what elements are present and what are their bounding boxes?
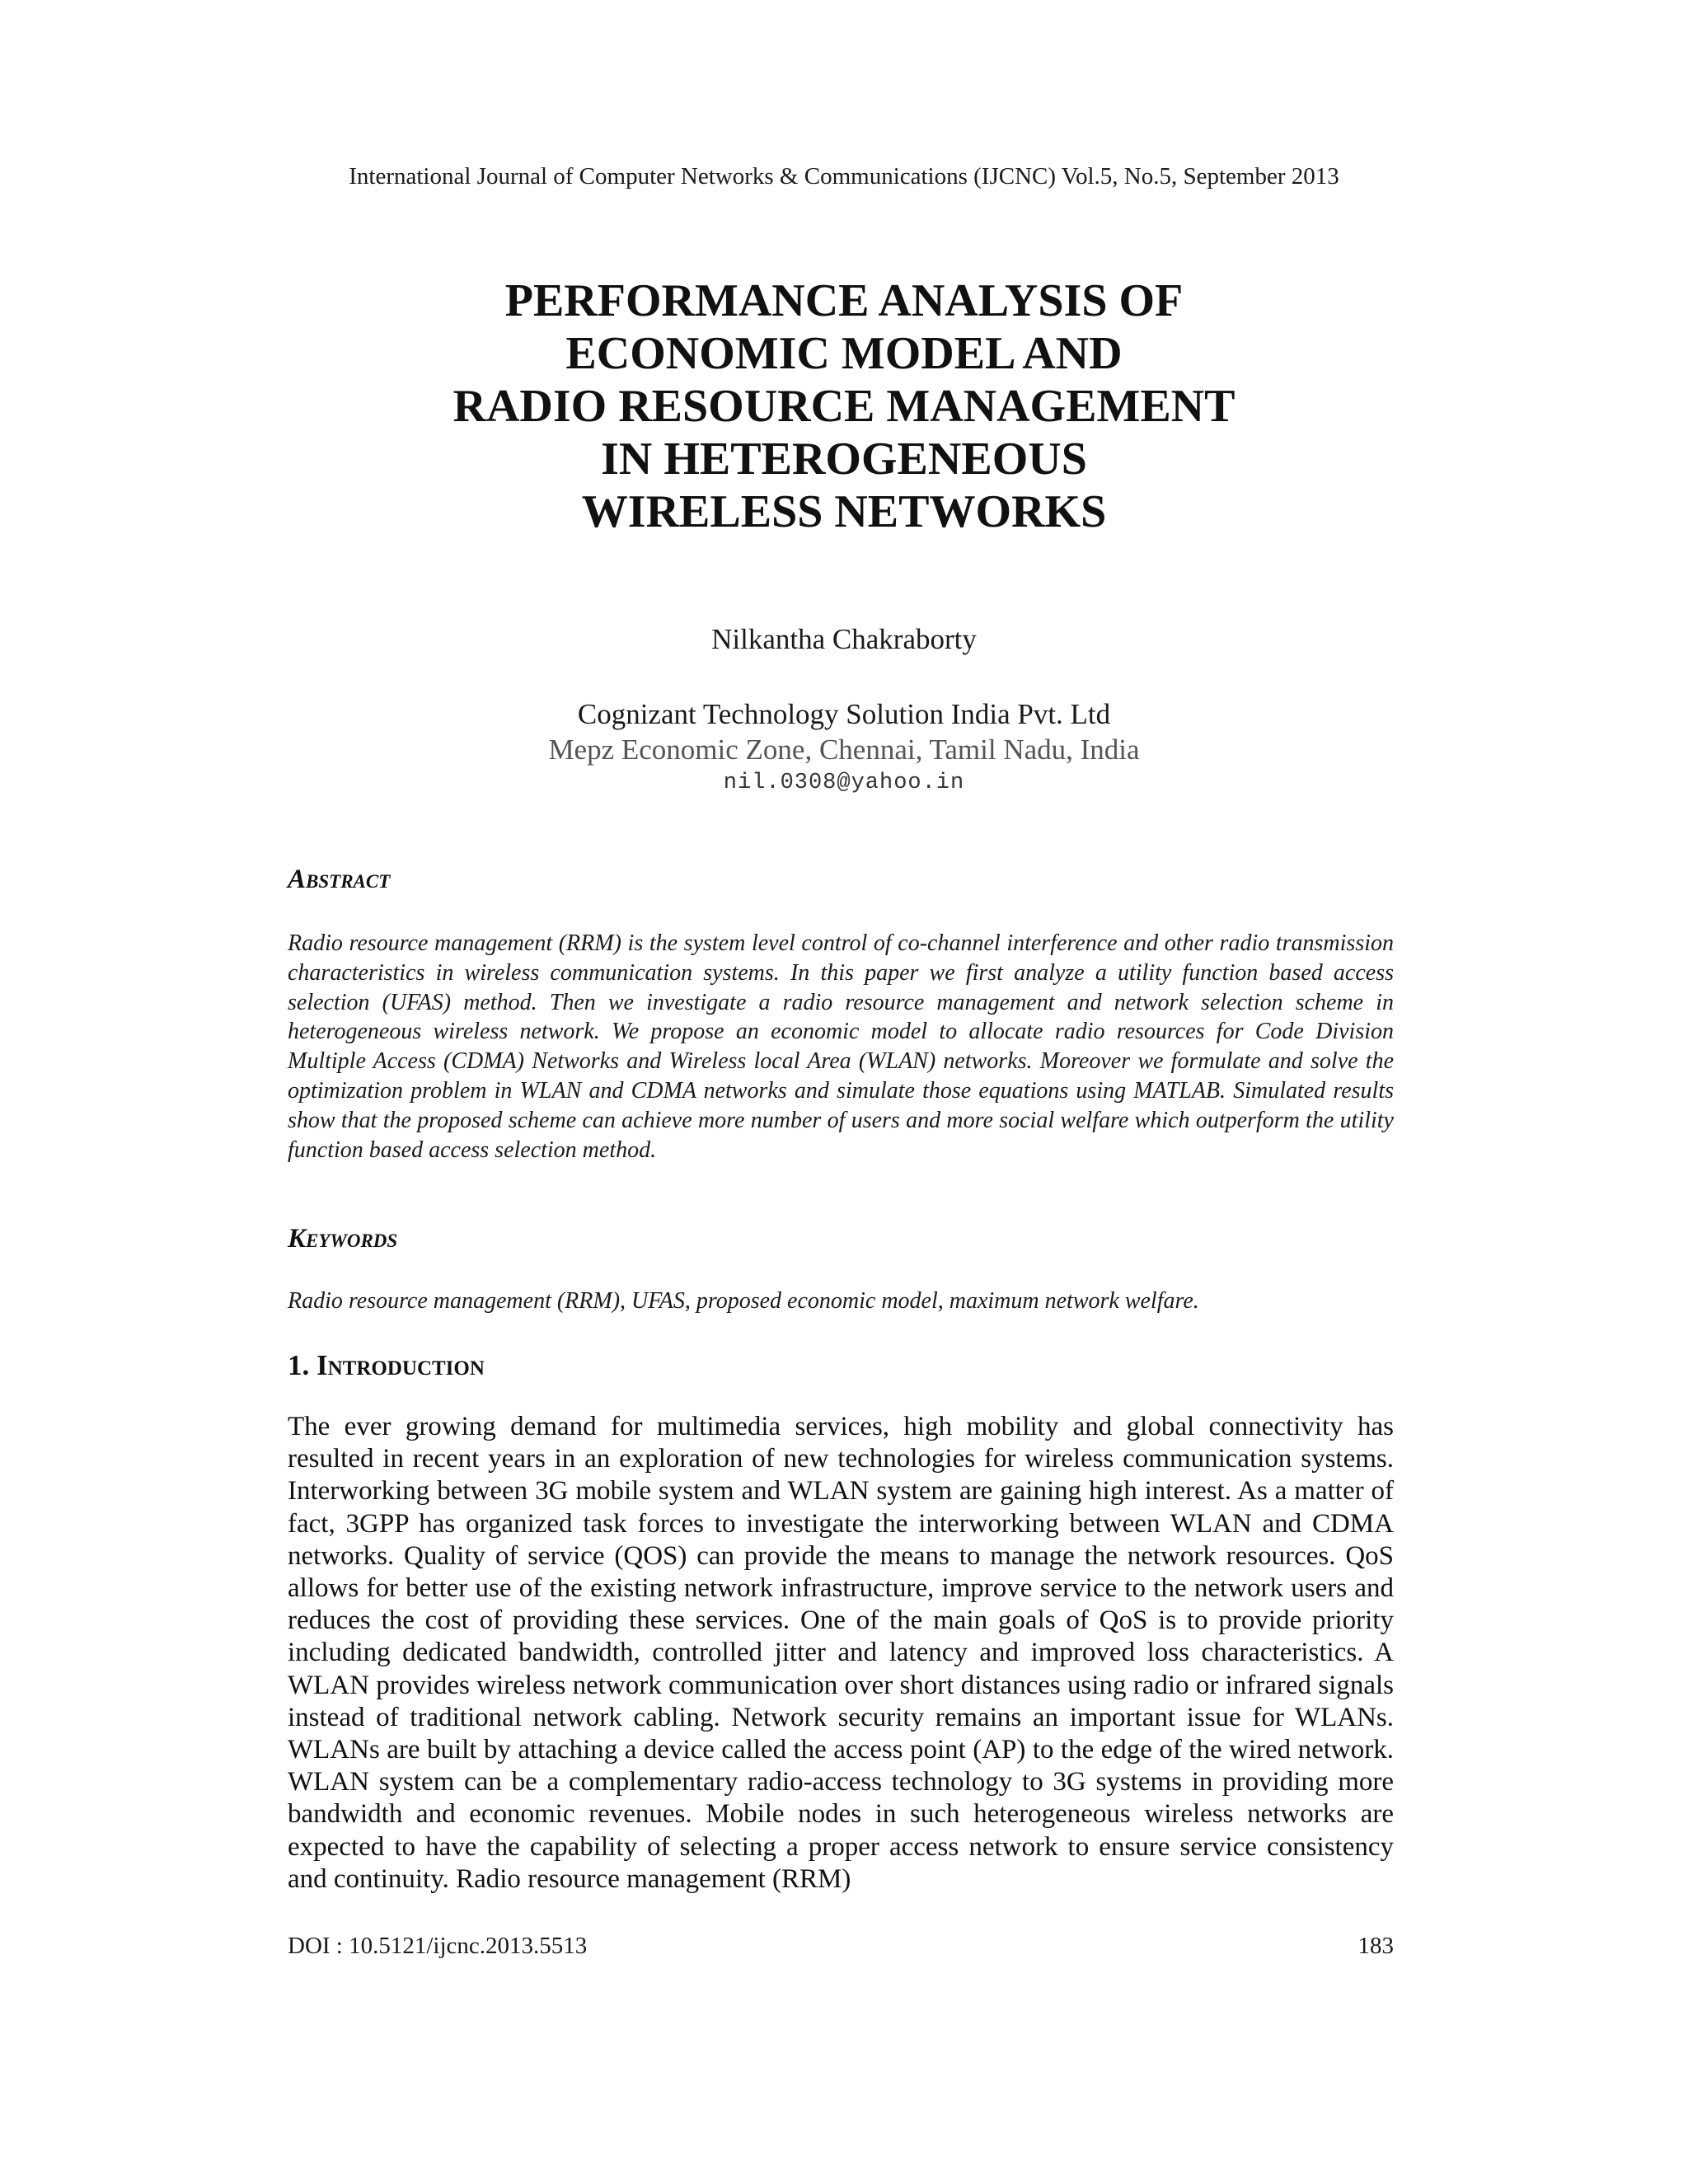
title-line: RADIO RESOURCE MANAGEMENT [452,381,1236,432]
paper-title [0,274,1688,538]
introduction-heading [288,1349,485,1382]
title-line: ECONOMIC MODEL AND [565,328,1123,379]
keywords-text: Radio resource management (RRM), UFAS, proposed economic model, maximum network welfare. [288,1288,1199,1314]
section-title: Introduction [316,1349,485,1381]
abstract-text: Radio resource management (RRM) is the system level control of co-channel interference and other radio transmission characteristics in wireless communication systems. In this paper we first analyze a utility function based access selection (UFAS) method. Then we investigate a radio resource management and network selection scheme in heterogeneous wireless network. We propose an economic model to allocate radio resources for Code Division Multiple Access (CDMA) Networks and Wireless local Area (WLAN) networks. Moreover we formulate and solve the optimization problem in WLAN and CDMA networks and simulate those equations using MATLAB. Simulated results show that the proposed scheme can achieve more number of users and more social welfare which outperform the utility function based access selection method. [288,930,1394,1163]
author-name: Nilkantha Chakraborty [711,623,977,655]
running-header: International Journal of Computer Networks & Communications (IJCNC) Vol.5, No.5, September 2013 [349,163,1339,190]
author-address: Mepz Economic Zone, Chennai, Tamil Nadu, India [548,733,1140,766]
introduction-text: The ever growing demand for multimedia services, high mobility and global connectivity has resulted in recent years in an exploration of new technologies for wireless communication systems. Interworking between 3G mobile system and WLAN system are gaining high interest. As a matter of fact, 3GPP has organized task forces to investigate the interworking between WLAN and CDMA networks. Quality of service (QOS) can provide the means to manage the network resources. QoS allows for better use of the existing network infrastructure, improve service to the network users and reduces the cost of providing these services. One of the main goals of QoS is to provide priority including dedicated bandwidth, controlled jitter and latency and improved loss characteristics. A WLAN provides wireless network communication over short distances using radio or infrared signals instead of traditional network cabling. Network security remains an important issue for WLANs. WLANs are built by attaching a device called the access point (AP) to the edge of the wired network. WLAN system can be a complementary radio-access technology to 3G systems in providing more bandwidth and economic revenues. Mobile nodes in such heterogeneous wireless networks are expected to have the capability of selecting a proper access network to ensure service consistency and continuity. Radio resource management (RRM) [288,1412,1394,1894]
title-line: IN HETEROGENEOUS [601,434,1087,485]
title-line: PERFORMANCE ANALYSIS OF [504,275,1184,326]
author-affiliation: Cognizant Technology Solution India Pvt. Ltd [577,698,1111,730]
section-number: 1. [288,1349,316,1381]
title-line: WIRELESS NETWORKS [581,486,1107,537]
keywords-heading: Keywords [288,1224,398,1254]
abstract-heading: Abstract [288,865,391,894]
page-number: 183 [1357,1933,1394,1959]
author-email[interactable]: nil.0308@yahoo.in [723,771,965,795]
footer-doi: DOI : 10.5121/ijcnc.2013.5513 [288,1933,588,1959]
